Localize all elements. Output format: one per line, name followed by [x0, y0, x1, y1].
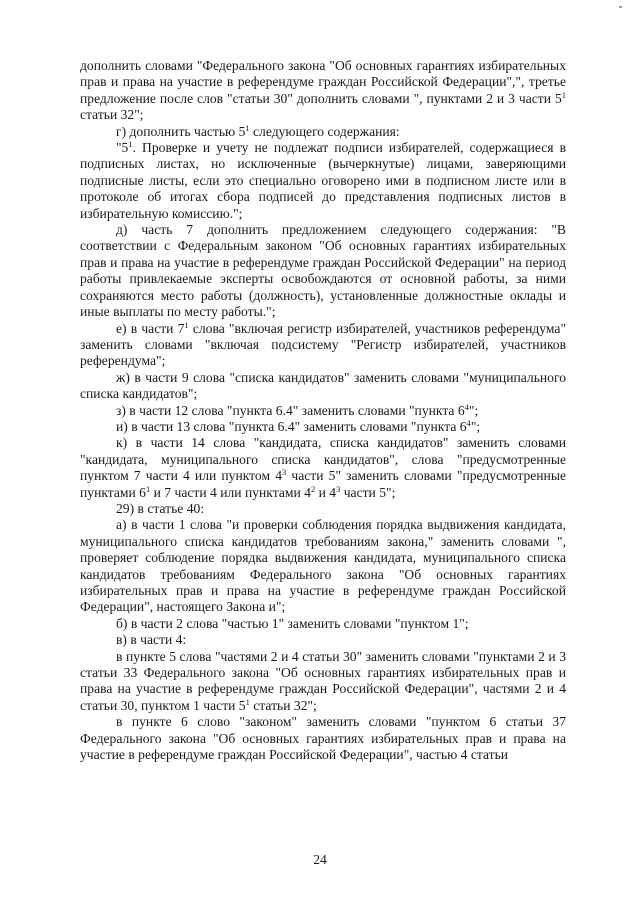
- superscript: 2: [310, 483, 316, 494]
- text-run: статьи 32";: [80, 107, 144, 123]
- text-run: и 4: [315, 484, 337, 500]
- text-run: . Проверке и учету не подлежат подписи избирателей, содержащиеся в подписных листах, но исключенные (вычеркнутые) лицами, заверяющими подписные листы, если это специально оговорено ими в подписном листе или в протоколе об итогах сбора подписей до представления подписных листов в избирательную комиссию.";: [80, 140, 566, 221]
- page-number: 24: [313, 852, 327, 867]
- text-run: ";: [470, 418, 481, 434]
- paragraph-point-5: [80, 649, 566, 715]
- paragraph-item-v: в) в части 4:: [116, 632, 187, 648]
- superscript: 1: [561, 89, 566, 100]
- text-run: в пункте 5 слова "частями 2 и 4 статьи 30" заменить словами "пунктами 2 и 3 статьи 33 Федерального закона "Об основных гарантиях избирательных прав и права на участие в референдуме граждан Российской Федерации", частями 2 и 4 статьи 30, пунктом 1 части 5: [80, 648, 566, 713]
- paragraph-item-zh: ж) в части 9 слова "списка кандидатов" заменить словами "муниципального списка кандидатов";: [80, 369, 566, 402]
- superscript: 4: [466, 417, 471, 428]
- paragraph-item-29: 29) в статье 40:: [116, 500, 205, 516]
- superscript: 3: [336, 483, 341, 494]
- text-run: и 7 части 4 или пунктами 4: [150, 484, 311, 500]
- superscript: 1: [245, 696, 250, 707]
- paragraph-item-d: д) часть 7 дополнить предложением следующего содержания: "В соответствии с Федеральным законом "Об основных гарантиях избирательных прав и права на участие в референдуме граждан Российской Федерации" на период работы привлекаемые эксперты освобождаются от основной работы, за ними сохраняются место работы (должность), установленные должностные оклады и иные выплаты по месту работы.";: [80, 222, 566, 320]
- paragraph-item-e: [80, 321, 566, 370]
- paragraph-item-z: [80, 403, 566, 419]
- paragraph-item-g: [80, 124, 566, 140]
- superscript: 4: [464, 401, 469, 412]
- text-run: "5: [116, 140, 129, 156]
- superscript: 1: [145, 483, 151, 494]
- scan-speck: [619, 6, 622, 8]
- superscript: 1: [184, 319, 189, 330]
- text-run: к) в части 14 слова "кандидата, списка кандидатов" заменить словами "кандидата, муниципального списка кандидатов", слова "предусмотренные пунктом 7 части 4 или пунктом 4: [80, 435, 566, 484]
- paragraph-point-6: в пункте 6 слово "законом" заменить словами "пунктом 6 статьи 37 Федерального закона "Об основных гарантиях избирательных прав и права на участие в референдуме граждан Российской Федерации", частью 4 статьи: [80, 714, 566, 763]
- text-run: части 5";: [340, 484, 396, 500]
- paragraph-part-5-1: [80, 140, 566, 222]
- text-run: з) в части 12 слова "пункта 6.4" заменить словами "пункта 6: [116, 402, 465, 418]
- text-run: г) дополнить частью 5: [116, 123, 246, 139]
- paragraph-item-k: [80, 435, 566, 501]
- text-run: части 5" заменить словами "предусмотренные пунктами 6: [80, 468, 566, 500]
- text-run: дополнить словами "Федерального закона "Об основных гарантиях избирательных прав и права на участие в референдуме граждан Российской Федерации",", третье предложение после слов "статьи 30" дополнить словами ", пунктами 2 и 3 части 5: [80, 58, 566, 106]
- document-body: [80, 58, 566, 763]
- paragraph-item-i: [80, 419, 566, 435]
- text-run: следующего содержания:: [249, 123, 400, 139]
- text-run: слова "включая регистр избирателей, участников референдума" заменить словами "включая подсистему "Регистр избирателей, участников референдума";: [80, 320, 566, 369]
- superscript: 1: [245, 122, 250, 133]
- superscript: 1: [128, 139, 133, 150]
- paragraph-item-b: б) в части 2 слова "частью 1" заменить словами "пунктом 1";: [116, 615, 469, 631]
- paragraph-continuation: [80, 58, 566, 124]
- paragraph-item-a: а) в части 1 слова "и проверки соблюдения порядка выдвижения кандидата, муниципального списка кандидатов требованиям закона," заменить словами ", проверяет соблюдение порядка выдвижения кандидата, муниципального списка кандидатов требованиям Федерального закона "Об основных гарантиях избирательных прав и права на участие в референдуме граждан Российской Федерации", настоящего Закона и";: [80, 517, 566, 615]
- superscript: 3: [282, 467, 287, 478]
- text-run: статьи 32";: [249, 697, 317, 713]
- text-run: и) в части 13 слова "пункта 6.4" заменить словами "пункта 6: [116, 418, 467, 434]
- text-run: ";: [468, 402, 479, 418]
- text-run: е) в части 7: [116, 320, 185, 336]
